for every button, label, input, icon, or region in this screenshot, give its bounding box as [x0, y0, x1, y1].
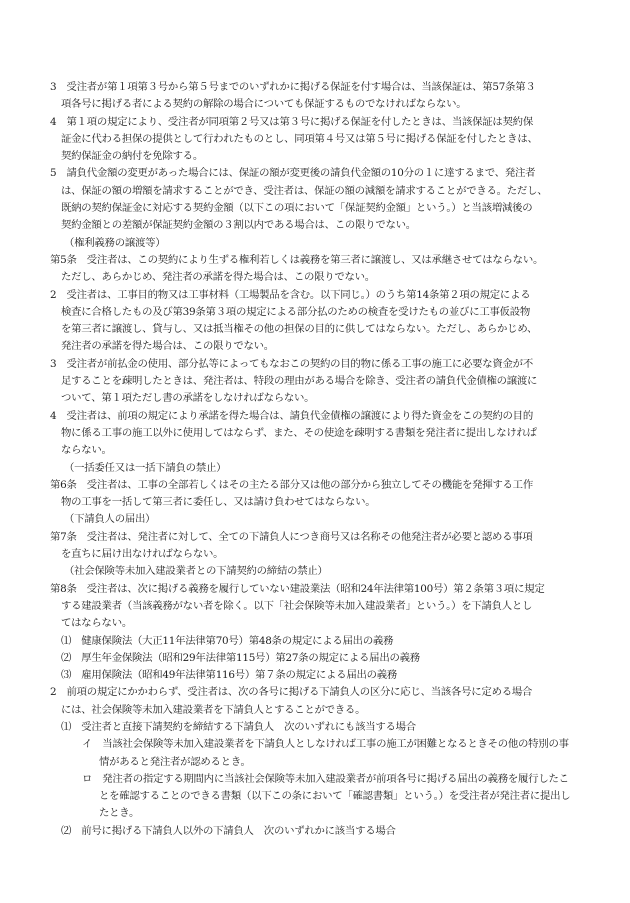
text-line: 第7条 受注者は、発注者に対して、全ての下請負人につき商号又は名称その他発注者が必要と認める事項	[50, 530, 533, 543]
text-line: 検査に合格したもの及び第39条第３項の規定による部分払のための検査を受けたもの並びに工事仮設物	[61, 305, 531, 318]
text-line: 2 前項の規定にかかわらず、受注者は、次の各号に掲げる下請負人の区分に応じ、当該各号に定める場合	[50, 686, 533, 699]
text-line: は、保証の額の増額を請求することができ、受注者は、保証の額の減額を請求することができる。ただし、	[61, 184, 548, 197]
text-line: とを確認することのできる書類（以下この条において「確認書類」という。）を受注者が発注者に提出し	[99, 790, 571, 803]
text-line: ⑵ 厚生年金保険法（昭和29年法律第115号）第27条の規定による届出の義務	[61, 651, 420, 664]
text-line: 第5条 受注者は、この契約により生ずる権利若しくは義務を第三者に譲渡し、又は承継させてはならない。	[50, 253, 544, 266]
text-line: ロ 発注者の指定する期間内に当該社会保険等未加入建設業者が前項各号に掲げる届出の義務を履行したこ	[82, 772, 569, 785]
text-line: 項各号に掲げる者による契約の解除の場合についても保証するものでなければならない。	[61, 98, 467, 111]
text-line: ⑴ 受注者と直接下請契約を締結する下請負人 次のいずれにも該当する場合	[61, 720, 416, 733]
text-line: 3 受注者が前払金の使用、部分払等によってもなおこの契約の目的物に係る工事の施工に必要な資金が不	[50, 357, 533, 370]
text-line: 3 受注者が第１項第３号から第５号までのいずれかに掲げる保証を付す場合は、当該保証は、第57条第３	[50, 81, 536, 93]
text-line: ならない。	[61, 444, 112, 457]
text-line: 情があると発注者が認めるとき。	[99, 755, 251, 768]
text-line: 発注者の承諾を得た場合は、この限りでない。	[61, 340, 274, 353]
text-line: （下請負人の届出）	[64, 513, 156, 526]
text-line: 既納の契約保証金に対応する契約金額（以下この項において「保証契約金額」という。）と当該増減後の	[61, 202, 533, 215]
text-line: てはならない。	[61, 617, 132, 630]
text-line: ⑴ 健康保険法（大正11年法律第70号）第48条の規定による届出の義務	[61, 634, 394, 647]
text-line: （権利義務の譲渡等）	[64, 236, 166, 249]
text-line: 第8条 受注者は、次に掲げる義務を履行していない建設業法（昭和24年法律第100号）第２条第３項に規定	[50, 582, 545, 595]
text-line: を直ちに届け出なければならない。	[61, 548, 224, 561]
text-line: （一括委任又は一括下請負の禁止）	[64, 461, 227, 474]
text-line: 物に係る工事の施工以外に使用してはならず、また、その使途を疎明する書類を発注者に提出しなけれぱ	[61, 426, 537, 439]
text-line: （社会保険等未加入建設業者との下請契約の締結の禁止）	[64, 565, 328, 578]
text-line: を第三者に譲渡し、貸与し、又は抵当権その他の担保の目的に供してはならない。ただし、あらかじめ、	[61, 323, 538, 336]
text-line: ⑶ 雇用保険法（昭和49年法律第116号）第７条の規定による届出の義務	[61, 669, 398, 682]
text-line: 足することを疎明したときは、発注者は、特段の理由がある場合を除き、受注者の請負代金債権の譲渡に	[61, 375, 538, 388]
text-line: ついて、第１項ただし書の承諾をしなければならない。	[61, 392, 315, 405]
text-line: 4 受注者は、前項の規定により承諾を得た場合は、請負代金債権の譲渡により得た資金をこの契約の目的	[50, 409, 533, 422]
text-line: ⑵ 前号に掲げる下請負人以外の下請負人 次のいずれかに該当する場合	[61, 824, 396, 837]
text-line: 証金に代わる担保の提供として行われたものとし、同項第４号又は第５号に掲げる保証を付したときは、	[61, 132, 538, 145]
text-line: ただし、あらかじめ、発注者の承諾を得た場合は、この限りでない。	[61, 271, 375, 284]
text-line: 契約金額との差額が保証契約金額の３割以内である場合は、この限りでない。	[61, 219, 416, 232]
text-line: 4 第１項の規定により、受注者が同項第２号又は第３号に掲げる保証を付したときは、当該保証は契約保	[50, 115, 533, 128]
text-line: たとき。	[99, 807, 140, 820]
text-line: 5 請負代金額の変更があった場合には、保証の額が変更後の請負代金額の10分の１に達するまで、発注者	[50, 167, 536, 180]
text-line: には、社会保険等未加入建設業者を下請負人とすることができる。	[61, 703, 366, 716]
text-line: イ 当該社会保険等未加入建設業者を下請負人としなければ工事の施工が困難となるときその他の特別の事	[82, 738, 569, 751]
text-line: 2 受注者は、工事目的物又は工事材料（工場製品を含む。以下同じ。）のうち第14条第２項の規定による	[50, 288, 531, 301]
text-line: 物の工事を一括して第三者に委任し、又は請け負わせてはならない。	[61, 496, 376, 509]
text-line: 契約保証金の納付を免除する。	[61, 150, 203, 163]
text-line: 第6条 受注者は、工事の全部若しくはその主たる部分又は他の部分から独立してその機能を発揮する工作	[50, 478, 533, 491]
text-line: する建設業者（当該義務がない者を除く。以下「社会保険等未加入建設業者」という。）を下請負人とし	[61, 599, 533, 612]
